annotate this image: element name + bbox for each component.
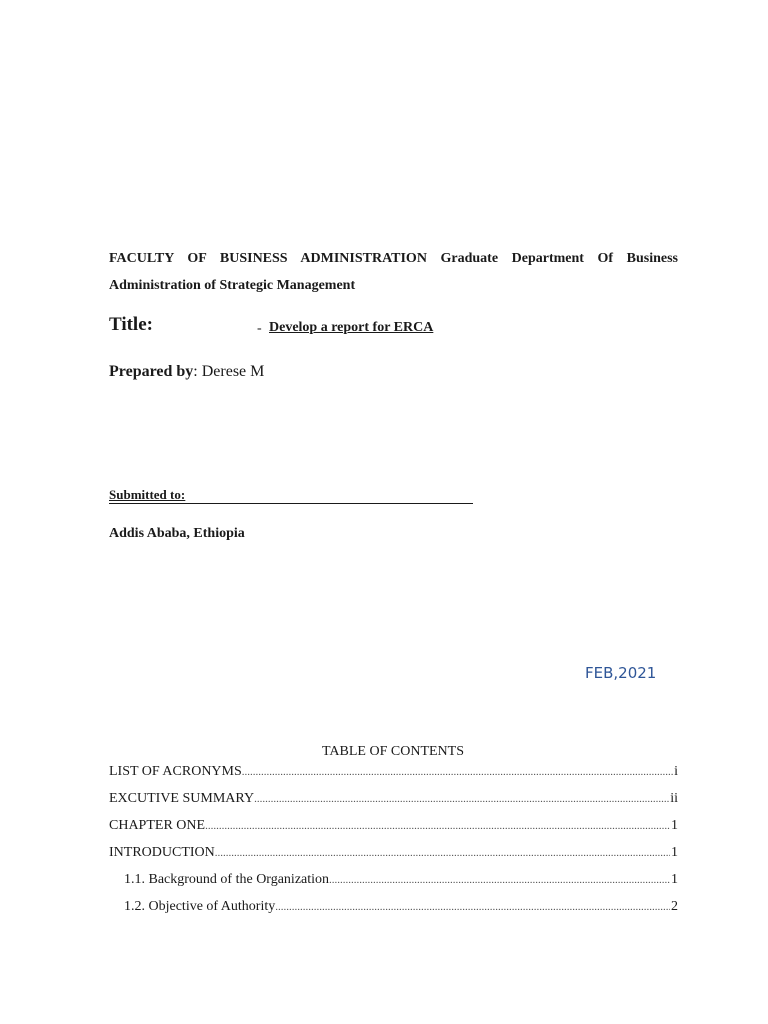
- report-title: Develop a report for ERCA: [269, 320, 434, 335]
- toc-entry-label: CHAPTER ONE: [109, 818, 206, 833]
- toc-leader: [215, 847, 670, 859]
- toc-entry-label: INTRODUCTION: [109, 845, 215, 860]
- submitted-to: [109, 487, 473, 504]
- toc-entry-page: 1: [671, 872, 678, 887]
- toc-entry-page: 1: [671, 818, 678, 833]
- prepared-by: [109, 363, 264, 381]
- prepared-by-label: Prepared by: [109, 363, 194, 380]
- toc-entry[interactable]: [109, 872, 678, 899]
- title-dash: -: [257, 321, 262, 336]
- toc-leader: [205, 820, 670, 832]
- toc-entry-page: ii: [670, 791, 678, 806]
- toc-entry-label: LIST OF ACRONYMS: [109, 764, 242, 779]
- toc-leader: [275, 901, 670, 913]
- toc-entry-page: i: [674, 764, 678, 779]
- toc-leader: [242, 766, 673, 778]
- toc-entry[interactable]: [109, 818, 678, 845]
- toc-entry-page: 2: [671, 899, 678, 914]
- toc-entry-label: 1.2. Objective of Authority: [124, 899, 276, 914]
- toc-heading: TABLE OF CONTENTS: [322, 744, 464, 759]
- address: Addis Ababa, Ethiopia: [109, 526, 245, 541]
- table-of-contents: [109, 764, 678, 926]
- toc-entry-page: 1: [671, 845, 678, 860]
- toc-leader: [254, 793, 669, 805]
- toc-leader: [329, 874, 670, 886]
- faculty-heading: FACULTY OF BUSINESS ADMINISTRATION Graduate Department Of Business Administration of Strategic Management: [109, 251, 678, 293]
- submission-date: FEB,2021: [585, 664, 657, 682]
- toc-entry[interactable]: [109, 764, 678, 791]
- title-row: [109, 314, 669, 344]
- prepared-by-value: : Derese M: [193, 363, 265, 380]
- submitted-to-label: Submitted to:: [109, 487, 186, 502]
- title-label: Title:: [109, 314, 153, 335]
- toc-entry-label: EXCUTIVE SUMMARY: [109, 791, 255, 806]
- toc-entry[interactable]: [109, 845, 678, 872]
- toc-entry-label: 1.1. Background of the Organization: [124, 872, 330, 887]
- toc-entry[interactable]: [109, 791, 678, 818]
- toc-entry[interactable]: [109, 899, 678, 926]
